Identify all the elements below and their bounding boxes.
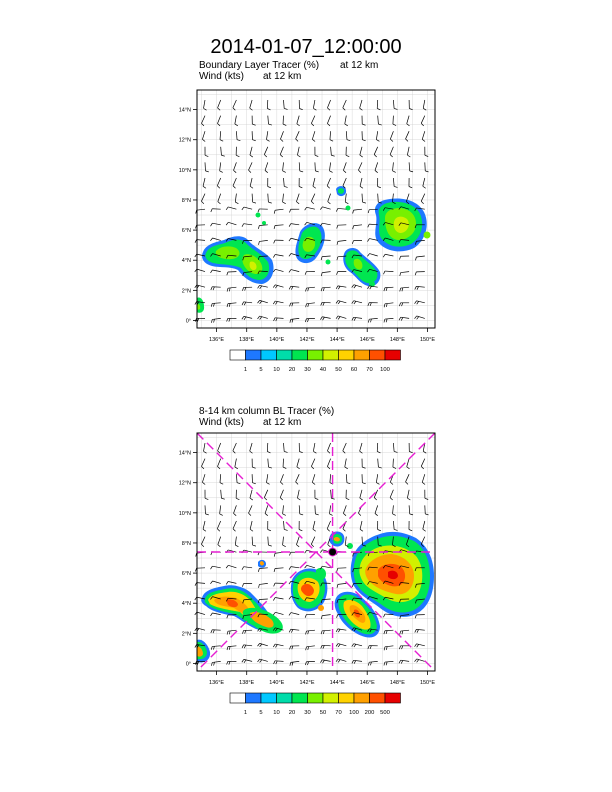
panel-bottom [179, 406, 436, 716]
colorbar-label: 20 [288, 367, 296, 373]
colorbar-box [354, 693, 370, 703]
colorbar-label: 40 [319, 367, 327, 373]
tracer-blob [316, 568, 326, 580]
colorbar-box [308, 350, 324, 360]
cross-section-center-marker [329, 548, 337, 556]
colorbar-top [230, 350, 401, 373]
colorbar-box [292, 350, 308, 360]
lon-tick-label: 140°E [269, 680, 285, 686]
colorbar-box [246, 693, 262, 703]
colorbar-label: 50 [335, 367, 342, 373]
lon-tick-label: 142°E [299, 337, 315, 343]
colorbar-label: 500 [380, 710, 390, 716]
panel-top-title: Boundary Layer Tracer (%) [199, 60, 320, 71]
lat-tick-label: 12°N [178, 480, 191, 487]
lon-tick-label: 148°E [389, 337, 405, 343]
colorbar-label: 30 [304, 367, 311, 373]
lat-tick-label: 14°N [178, 450, 191, 457]
colorbar-box [370, 693, 386, 703]
lat-tick-label: 4°N [181, 258, 191, 265]
panel-top-subtitle: Wind (kts) [199, 71, 244, 82]
colorbar-box [385, 693, 401, 703]
colorbar-label: 10 [273, 367, 280, 373]
tracer-blob [262, 221, 266, 225]
lat-tick-label: 0° [185, 661, 191, 668]
colorbar-box [354, 350, 370, 360]
lat-tick-label: 12°N [178, 137, 191, 144]
lat-tick-label: 6°N [181, 571, 191, 578]
tracer-blob [338, 188, 344, 194]
lat-tick-label: 10°N [178, 167, 191, 174]
colorbar-box [339, 350, 355, 360]
lon-tick-label: 150°E [419, 680, 435, 686]
colorbar-box [261, 350, 277, 360]
colorbar-box [246, 350, 262, 360]
lat-tick-label: 14°N [178, 107, 191, 114]
colorbar-label: 1 [243, 367, 248, 373]
colorbar-box [339, 693, 355, 703]
lat-tick-label: 4°N [181, 601, 191, 608]
lat-tick-label: 8°N [181, 197, 191, 204]
panel-bottom-subtitle-level: at 12 km [263, 417, 302, 428]
lon-tick-label: 144°E [329, 680, 345, 686]
colorbar-label: 100 [349, 710, 359, 716]
lon-tick-label: 144°E [329, 337, 345, 343]
map-top [179, 90, 436, 343]
lat-tick-label: 10°N [178, 510, 191, 517]
lon-tick-label: 146°E [359, 680, 375, 686]
colorbar-label: 10 [273, 710, 280, 716]
tracer-blob [318, 605, 324, 611]
lat-tick-label: 8°N [181, 540, 191, 547]
lat-tick-label: 2°N [181, 631, 191, 638]
colorbar-box [230, 693, 246, 703]
panel-top-title-level: at 12 km [340, 60, 379, 71]
lon-tick-label: 140°E [269, 337, 285, 343]
lat-tick-label: 6°N [181, 228, 191, 235]
panel-bottom-subtitle: Wind (kts) [199, 417, 244, 428]
colorbar-label: 1 [243, 710, 248, 716]
colorbar-label: 20 [288, 710, 296, 716]
colorbar-label: 60 [350, 367, 358, 373]
colorbar-label: 70 [335, 710, 342, 716]
colorbar-box [277, 693, 293, 703]
colorbar-box [261, 693, 277, 703]
panel-top [179, 60, 436, 373]
lon-tick-label: 136°E [209, 680, 225, 686]
colorbar-bottom [230, 693, 401, 716]
colorbar-box [308, 693, 324, 703]
tracer-blob [326, 260, 331, 265]
panel-bottom-title: 8-14 km column BL Tracer (%) [199, 406, 335, 417]
colorbar-box [277, 350, 293, 360]
colorbar-label: 100 [380, 367, 390, 373]
colorbar-label: 5 [259, 710, 263, 716]
colorbar-label: 30 [304, 710, 311, 716]
tracer-blob [346, 206, 351, 211]
colorbar-label: 200 [364, 710, 375, 716]
lon-tick-label: 146°E [359, 337, 375, 343]
colorbar-box [370, 350, 386, 360]
colorbar-box [323, 693, 339, 703]
lat-tick-label: 0° [185, 318, 191, 325]
tracer-blob [424, 232, 431, 239]
tracer-blob [347, 543, 353, 549]
main-title: 2014-01-07_12:00:00 [210, 36, 402, 58]
lon-tick-label: 138°E [239, 680, 255, 686]
lon-tick-label: 148°E [389, 680, 405, 686]
lon-tick-label: 138°E [239, 337, 255, 343]
colorbar-box [385, 350, 401, 360]
colorbar-box [230, 350, 246, 360]
colorbar-label: 70 [366, 367, 373, 373]
lon-tick-label: 150°E [419, 337, 435, 343]
lon-tick-label: 142°E [299, 680, 315, 686]
lon-tick-label: 136°E [209, 337, 225, 343]
colorbar-box [323, 350, 339, 360]
colorbar-label: 50 [319, 710, 327, 716]
panel-top-subtitle-level: at 12 km [263, 71, 302, 82]
lat-tick-label: 2°N [181, 288, 191, 295]
colorbar-label: 5 [259, 367, 263, 373]
colorbar-box [292, 693, 308, 703]
map-bottom [179, 433, 436, 686]
tracer-blob [256, 213, 261, 218]
